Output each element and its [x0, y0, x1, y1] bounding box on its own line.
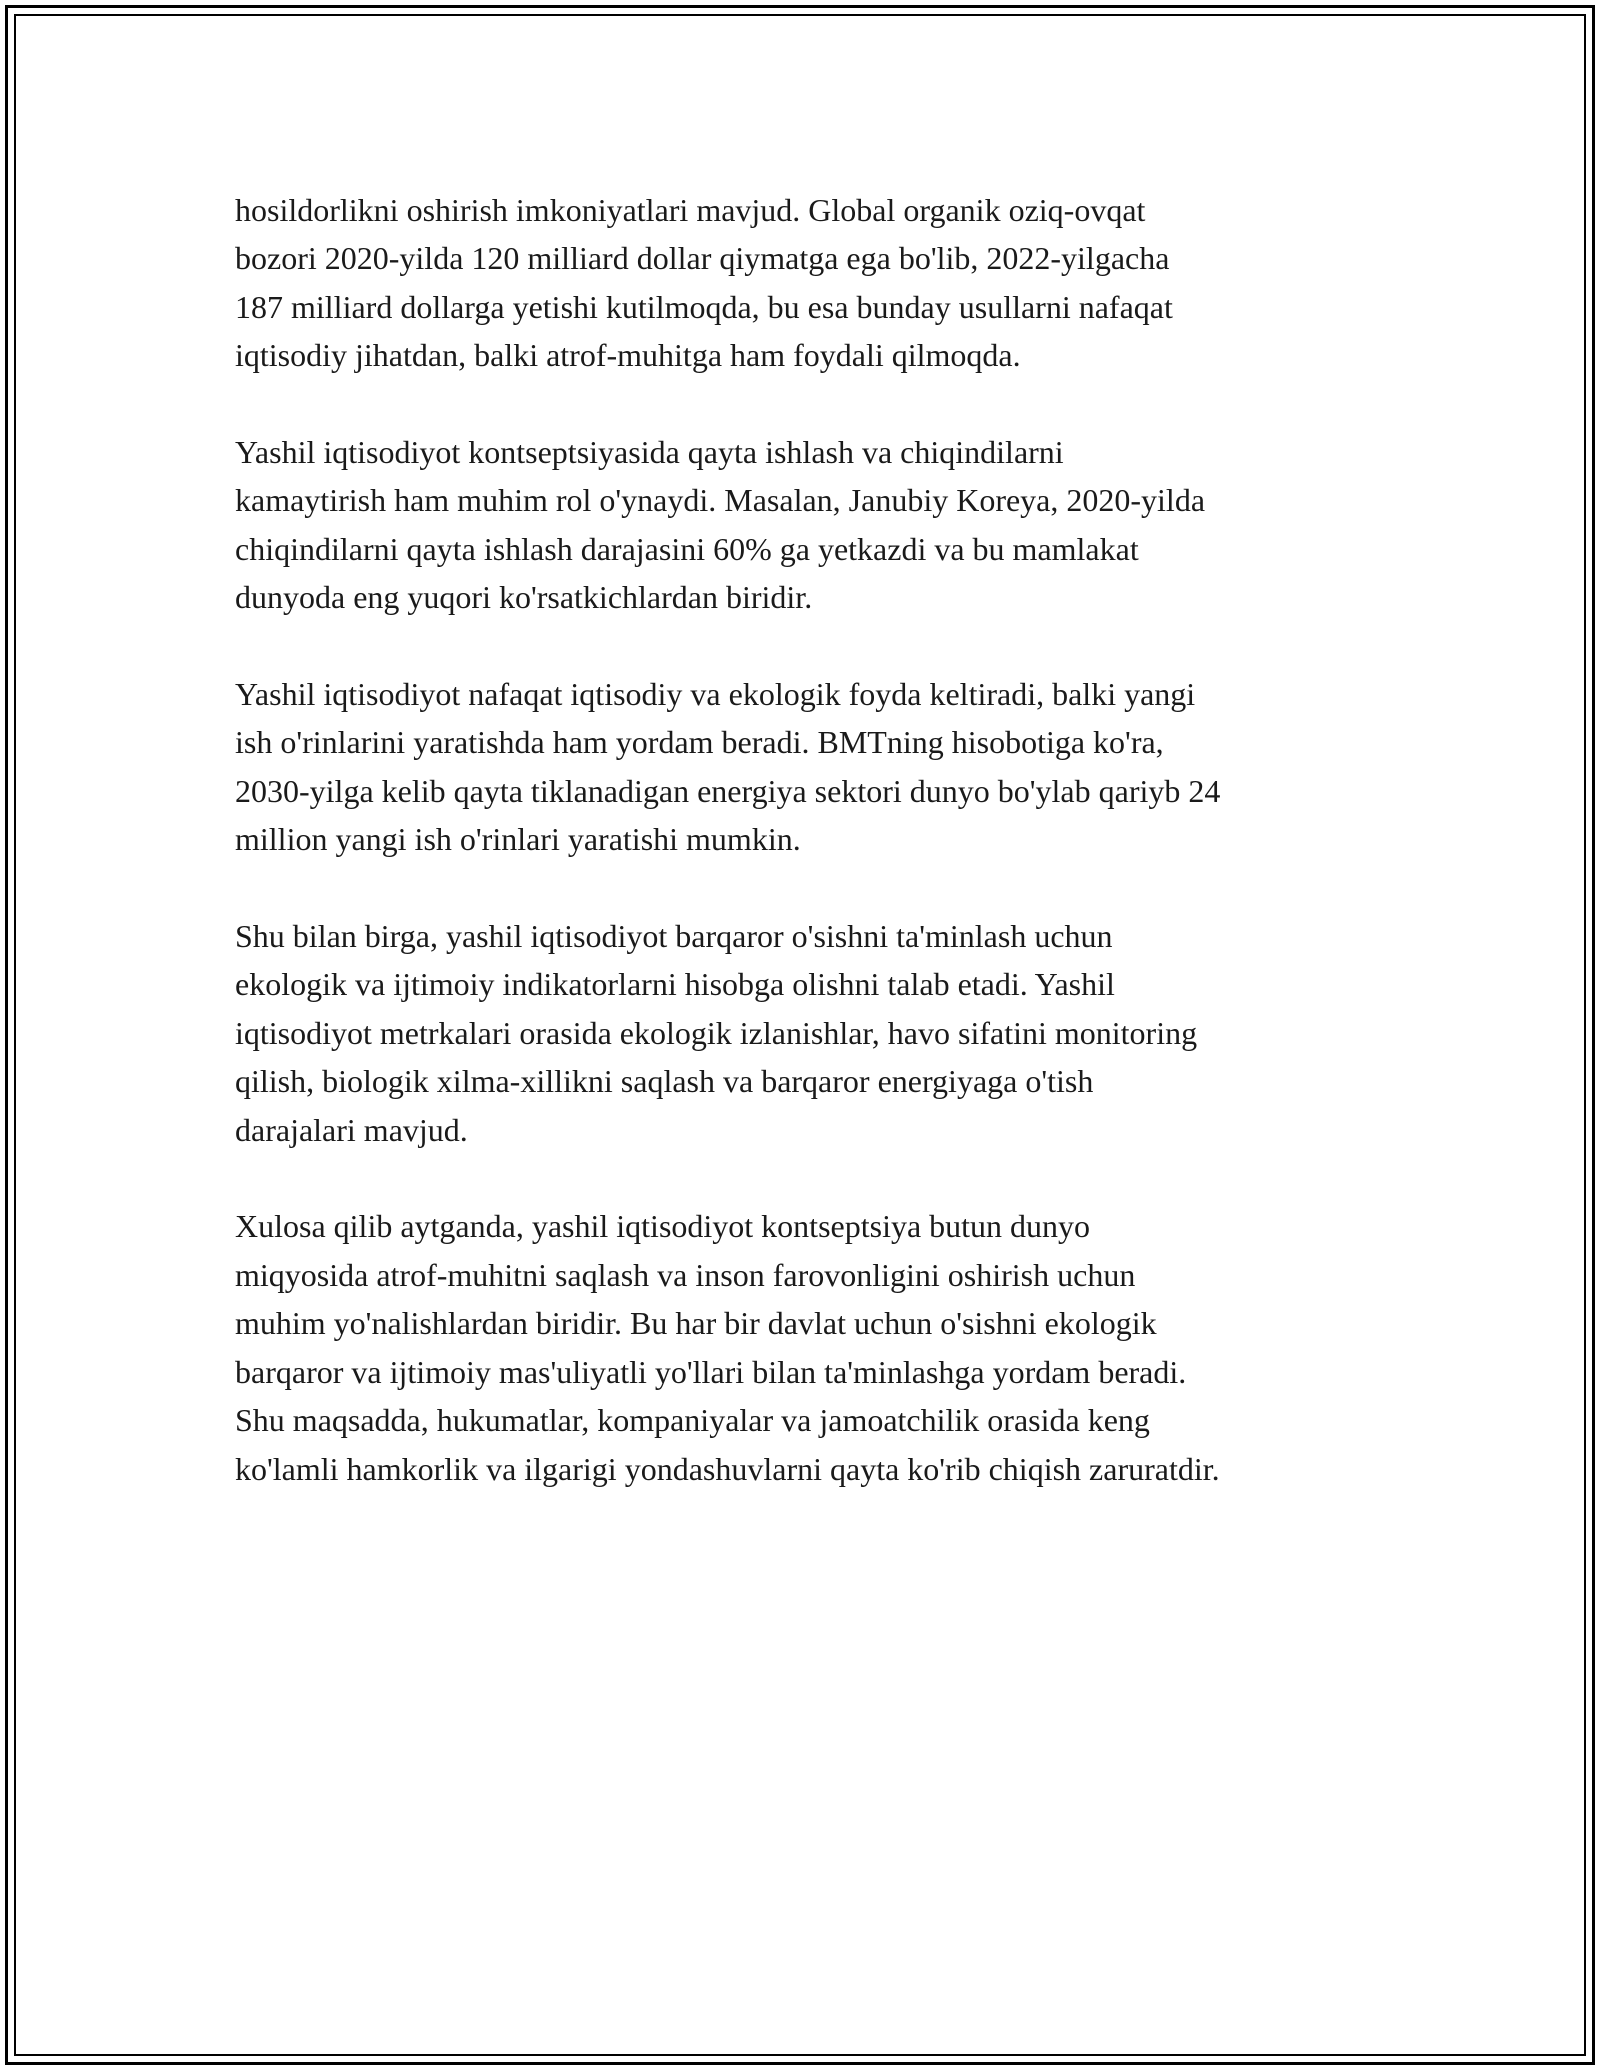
text-line: Yashil iqtisodiyot kontseptsiyasida qayta ishlash va chiqindilarni: [235, 434, 1064, 471]
document-body: [235, 186, 1395, 1541]
text-line: muhim yo'nalishlardan biridir. Bu har bir davlat uchun o'sishni ekologik: [235, 1305, 1157, 1342]
text-line: kamaytirish ham muhim rol o'ynaydi. Masalan, Janubiy Koreya, 2020-yilda: [235, 482, 1206, 519]
text-line: miqyosida atrof-muhitni saqlash va inson farovonligini oshirish uchun: [235, 1256, 1136, 1293]
text-line: iqtisodiy jihatdan, balki atrof-muhitga ham foydali qilmoqda.: [235, 337, 1021, 374]
text-line: Xulosa qilib aytganda, yashil iqtisodiyot kontseptsiya butun dunyo: [235, 1208, 1091, 1245]
text-line: ish o'rinlarini yaratishda ham yordam beradi. BMTning hisobotiga ko'ra,: [235, 724, 1164, 761]
text-line: million yangi ish o'rinlari yaratishi mumkin.: [235, 821, 801, 858]
text-line: 2030-yilga kelib qayta tiklanadigan energiya sektori dunyo bo'ylab qariyb 24: [235, 772, 1221, 809]
text-line: bozori 2020-yilda 120 milliard dollar qiymatga ega bo'lib, 2022-yilgacha: [235, 240, 1170, 277]
text-line: Shu maqsadda, hukumatlar, kompaniyalar va jamoatchilik orasida keng: [235, 1402, 1150, 1439]
paragraph-recycling: [235, 428, 1395, 622]
paragraph-green-metrics: [235, 912, 1395, 1154]
text-line: Yashil iqtisodiyot nafaqat iqtisodiy va ekologik foyda keltiradi, balki yangi: [235, 676, 1196, 713]
text-line: darajalari mavjud.: [235, 1111, 468, 1148]
text-line: qilish, biologik xilma-xillikni saqlash va barqaror energiyaga o'tish: [235, 1063, 1094, 1100]
paragraph-green-jobs: [235, 670, 1395, 864]
text-line: 187 milliard dollarga yetishi kutilmoqda, bu esa bunday usullarni nafaqat: [235, 288, 1173, 325]
paragraph-organic-food-market: [235, 186, 1395, 380]
text-line: ko'lamli hamkorlik va ilgarigi yondashuvlarni qayta ko'rib chiqish zaruratdir.: [235, 1450, 1220, 1487]
text-line: dunyoda eng yuqori ko'rsatkichlardan biridir.: [235, 579, 813, 616]
text-line: iqtisodiyot metrkalari orasida ekologik izlanishlar, havo sifatini monitoring: [235, 1014, 1198, 1051]
text-line: ekologik va ijtimoiy indikatorlarni hisobga olishni talab etadi. Yashil: [235, 966, 1115, 1003]
text-line: Shu bilan birga, yashil iqtisodiyot barqaror o'sishni ta'minlash uchun: [235, 918, 1113, 955]
text-line: hosildorlikni oshirish imkoniyatlari mavjud. Global organik oziq-ovqat: [235, 192, 1146, 228]
text-line: barqaror va ijtimoiy mas'uliyatli yo'llari bilan ta'minlashga yordam beradi.: [235, 1353, 1187, 1390]
text-line: chiqindilarni qayta ishlash darajasini 60% ga yetkazdi va bu mamlakat: [235, 530, 1139, 567]
paragraph-conclusion: [235, 1202, 1395, 1492]
